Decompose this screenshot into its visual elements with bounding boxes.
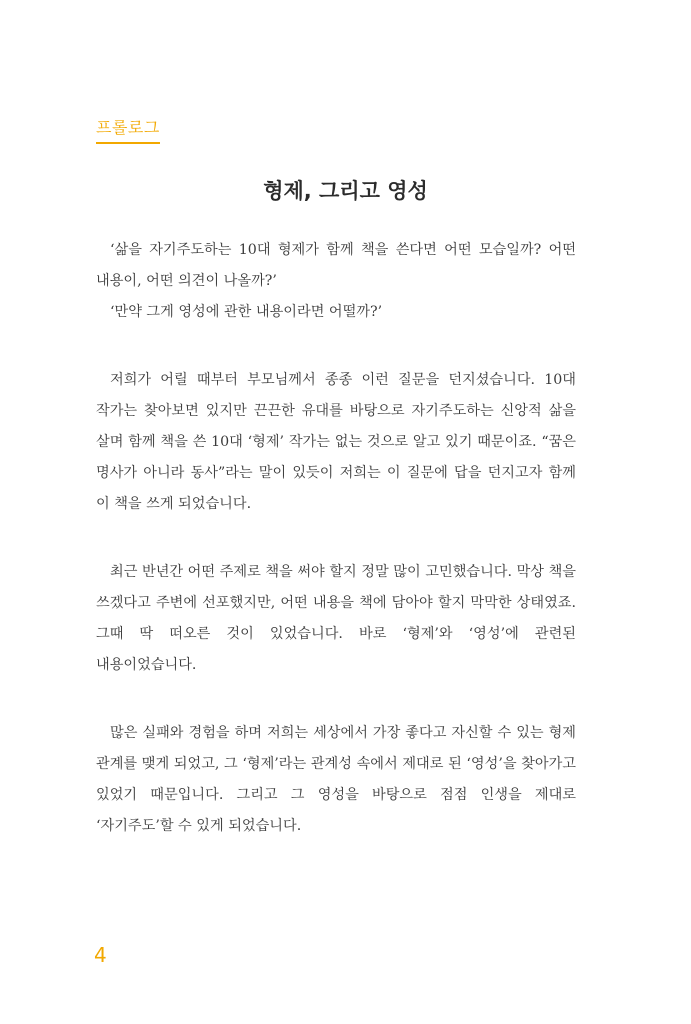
paragraph-3: 많은 실패와 경험을 하며 저희는 세상에서 가장 좋다고 자신할 수 있는 형제 관계를 맺게 되었고, 그 ‘형제’라는 관계성 속에서 제대로 된 ‘영성’을 찾아가고 있었기 때문입니다. 그리고 그 영성을 바탕으로 점점 인생을 제대로 ‘자기주도’할 수 있게 되었습니다. bbox=[96, 725, 576, 834]
page-title: 형제, 그리고 영성 bbox=[263, 179, 428, 203]
paragraph-gap bbox=[96, 328, 576, 365]
paragraph-gap bbox=[96, 681, 576, 718]
paragraph-quote-1: ‘삶을 자기주도하는 10대 형제가 함께 책을 쓴다면 어떤 모습일까? 어떤 내용이, 어떤 의견이 나올까?’ bbox=[96, 242, 576, 289]
paragraph-1: 저희가 어릴 때부터 부모님께서 종종 이런 질문을 던지셨습니다. 10대 작가는 찾아보면 있지만 끈끈한 유대를 바탕으로 자기주도하는 신앙적 삶을 살며 함께 책을 쓴 10대 ‘형제’ 작가는 없는 것으로 알고 있기 때문이죠. “꿈은 명사가 아니라 동사”라는 말이 있듯이 저희는 이 질문에 답을 던지고자 함께 이 책을 쓰게 되었습니다. bbox=[96, 372, 576, 512]
section-label: 프롤로그 bbox=[96, 118, 160, 144]
page-number: 4 bbox=[94, 943, 107, 967]
paragraph-2: 최근 반년간 어떤 주제로 책을 써야 할지 정말 많이 고민했습니다. 막상 책을 쓰겠다고 주변에 선포했지만, 어떤 내용을 책에 담아야 할지 막막한 상태였죠. 그때 딱 떠오른 것이 있었습니다. 바로 ‘형제’와 ‘영성’에 관련된 내용이었습니다. bbox=[96, 564, 576, 673]
paragraph-gap bbox=[96, 520, 576, 557]
paragraph-quote-2: ‘만약 그게 영성에 관한 내용이라면 어떨까?’ bbox=[110, 304, 383, 320]
body-text bbox=[96, 235, 576, 842]
